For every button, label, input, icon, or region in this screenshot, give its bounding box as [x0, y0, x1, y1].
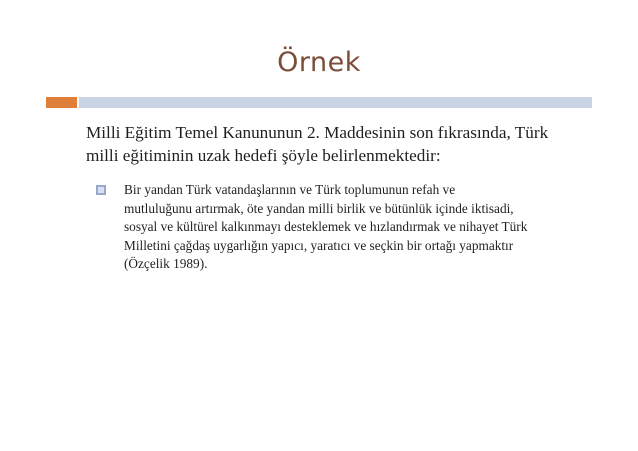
bullet-line: sosyal ve kültürel kalkınmayı desteklemek ve hızlandırmak ve nihayet Türk [124, 219, 528, 234]
bullet-line: (Özçelik 1989). [124, 256, 208, 271]
intro-line: milli eğitiminin uzak hedefi şöyle belirlenmektedir: [86, 146, 441, 165]
bullet-line: mutluluğunu artırmak, öte yandan milli birlik ve bütünlük içinde iktisadi, [124, 200, 514, 216]
intro-paragraph [86, 121, 596, 167]
square-bullet-icon [96, 185, 106, 195]
bullet-text [124, 181, 596, 274]
bullet-line: Milletini çağdaş uygarlığın yapıcı, yaratıcı ve seçkin bir ortağı yapmaktır [124, 237, 514, 253]
slide-title: Örnek [277, 47, 361, 78]
title-accent-orange-bar [46, 97, 77, 108]
intro-line: Milli Eğitim Temel Kanununun 2. Maddesinin son fıkrasında, Türk [86, 123, 549, 142]
bullet-line: Bir yandan Türk vatandaşlarının ve Türk toplumunun refah ve [124, 182, 456, 197]
bullet-item [96, 181, 596, 274]
title-accent-blue-bar [79, 97, 592, 108]
